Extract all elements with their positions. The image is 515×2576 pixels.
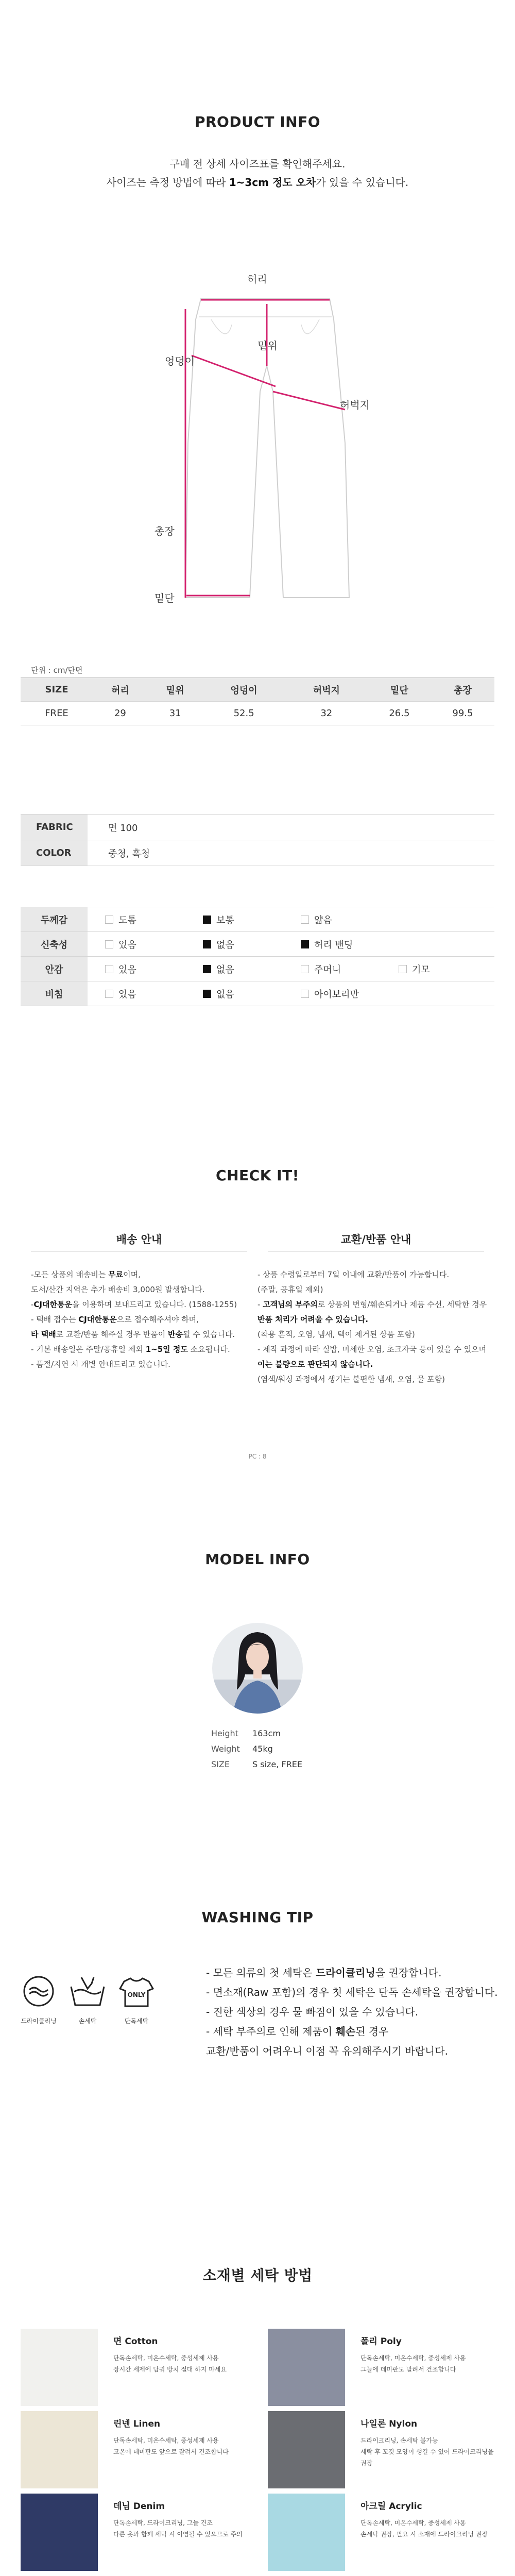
attribute-options [88,907,494,932]
size-cell: 29 [93,702,148,725]
attribute-option [185,938,283,951]
text-line: - 제작 과정에 따라 실밥, 미세한 오염, 초크자국 등이 있을 수 있으며 [258,1345,487,1354]
text-line: (염색/워싱 과정에서 생기는 불편한 냄새, 오염, 물 포함) [258,1375,445,1384]
size-unit: 단위 : cm/단면 [31,666,83,675]
attribute-option-label: 기모 [412,964,430,975]
attribute-option-label: 허리 밴딩 [314,939,353,951]
exchange-heading: 교환/반품 안내 [340,1233,411,1246]
text-line: - 기본 배송일은 주말/공휴일 제외 1~5일 정도 소요됩니다. [31,1345,230,1354]
product-info-title: PRODUCT INFO [194,113,321,130]
attribute-row [21,932,494,957]
size-cell: FREE [21,702,93,725]
fabric-swatch [21,2329,98,2406]
unchecked-box-icon [399,965,407,973]
attribute-option-label: 없음 [216,939,234,951]
attribute-option-label: 얇음 [314,914,332,926]
length-label: 총장 [154,525,175,537]
size-header: 허리 [93,678,148,702]
fabric-care-item [21,2411,247,2494]
attribute-option [88,987,185,1001]
fabric-name: 폴리 Poly [360,2336,402,2347]
model-avatar [212,1623,303,1714]
text-line: 도서/산간 지역은 추가 배송비 3,000원 발생합니다. [31,1285,205,1294]
hem-label: 밑단 [154,592,175,604]
separate-wash-icon: ONLY 단독세탁 [116,1973,157,2025]
fabric-care-item [268,2494,494,2576]
color-row [21,840,494,866]
fabric-name: 데님 Denim [113,2501,165,2512]
washing-tip-text [206,1963,497,2061]
check-it-title: CHECK IT! [216,1167,299,1184]
attribute-row [21,907,494,932]
model-size: SIZE S size, FREE [211,1759,302,1769]
size-table-header [21,678,494,702]
attribute-option [88,962,185,976]
unchecked-box-icon [301,916,309,924]
fabric-name: 린넨 Linen [113,2419,161,2429]
delivery-heading: 배송 안내 [116,1233,162,1246]
unchecked-box-icon [105,916,113,924]
model-info-title: MODEL INFO [205,1551,310,1568]
fabric-desc: 드라이크리닝, 손세탁 불가능 세탁 후 꼬깃 모양이 생길 수 있어 드라이크리닝을 권장 [360,2437,494,2467]
attribute-label: 안감 [21,957,88,981]
fabric-care-title: 소재별 세탁 방법 [202,2267,313,2284]
fabric-swatch [268,2411,345,2488]
fabric-swatch [268,2329,345,2406]
model-info-list [211,1726,302,1772]
text-line: -모든 상품의 배송비는 무료이며, [31,1270,141,1279]
text-line: - 고객님의 부주의로 상품의 변형/훼손되거나 제품 수선, 세탁한 경우 [258,1300,487,1309]
attribute-option-label: 있음 [118,939,136,951]
fabric-care-item [21,2329,247,2411]
size-cell: 26.5 [368,702,431,725]
text-line: - 택배 접수는 CJ대한통운으로 접수해주셔야 하며, [31,1315,199,1324]
fabric-name: 면 Cotton [113,2336,158,2347]
color-value: 중청, 흑청 [88,840,494,866]
attribute-option [88,913,185,926]
fabric-swatch [268,2494,345,2571]
fabric-value: 면 100 [88,815,494,840]
size-table [21,677,494,725]
attribute-option [381,962,479,976]
text-line: 이는 불량으로 판단되지 않습니다. [258,1360,373,1369]
color-label: COLOR [21,840,88,866]
size-cell: 31 [148,702,203,725]
pants-size-diagram [103,273,412,608]
attribute-options [88,981,494,1006]
hand-wash-icon: 손세탁 [67,1973,108,2025]
fabric-desc: 단독손세탁, 미온수세탁, 중성세제 사용 그늘에 데미판도 말려서 건조합니다 [360,2354,466,2373]
attribute-option-label: 주머니 [314,964,341,975]
size-header: SIZE [21,678,93,702]
attribute-option [185,913,283,926]
checked-box-icon [203,965,211,973]
attribute-option-label: 아이보리만 [314,989,359,1000]
delivery-text [31,1267,247,1372]
fabric-desc: 단독손세탁, 미온수세탁, 중성세제 사용 손세탁 권장, 필요 시 소재에 드라이크리닝 권장 [360,2519,488,2538]
text-line: 타 택배로 교환/반품 해주실 경우 반품이 반송될 수 있습니다. [31,1330,235,1339]
fabric-desc: 단독손세탁, 드라이크리닝, 그늘 건조 다른 옷과 함께 세탁 시 이염될 수 있으므로 주의 [113,2519,243,2538]
text-line: - 품절/지연 시 개별 안내드리고 있습니다. [31,1360,170,1369]
text-line: -CJ대한통운을 이용하며 보내드리고 있습니다. (1588-1255) [31,1300,237,1309]
attribute-option-label: 도톰 [118,914,136,926]
text-line: - 면소재(Raw 포함)의 경우 첫 세탁은 단독 손세탁을 권장합니다. [206,1986,498,1998]
text-line: 교환/반품이 어려우니 이점 꼭 유의해주시기 바랍니다. [206,2045,448,2057]
attribute-option [88,938,185,951]
intro-line-1: 구매 전 상세 사이즈표를 확인해주세요. [169,158,346,170]
size-header: 허벅지 [285,678,368,702]
fabric-table [21,814,494,866]
text-line: - 모든 의류의 첫 세탁은 드라이클리닝을 권장합니다. [206,1967,442,1979]
size-cell: 32 [285,702,368,725]
wash-icons [18,1973,157,2045]
model-height: Height 163cm [211,1728,281,1738]
size-cell: 52.5 [203,702,285,725]
size-header: 밑단 [368,678,431,702]
attribute-options [88,957,494,981]
model-weight: Weight 45kg [211,1744,273,1754]
checked-box-icon [301,940,309,948]
unchecked-box-icon [105,965,113,973]
hip-label: 엉덩이 [165,355,195,367]
checked-box-icon [203,990,211,998]
waist-label: 허리 [247,273,267,285]
attribute-label: 두께감 [21,907,88,932]
model-photo [212,1623,303,1714]
unchecked-box-icon [301,990,309,998]
attribute-option-label: 보통 [216,914,234,926]
attribute-option-label: 없음 [216,989,234,1000]
text-line: - 상품 수령일로부터 7일 이내에 교환/반품이 가능합니다. [258,1270,450,1279]
size-header: 밑위 [148,678,203,702]
size-cell: 99.5 [431,702,494,725]
attribute-option-label: 있음 [118,964,136,975]
attribute-option [283,987,381,1001]
dry-clean-icon: 드라이클리닝 [18,1973,59,2025]
attribute-label: 신축성 [21,932,88,957]
attribute-option-label: 있음 [118,989,136,1000]
attribute-label: 비침 [21,981,88,1006]
pants-illustration [103,289,412,608]
unchecked-box-icon [105,990,113,998]
fabric-row [21,815,494,840]
product-info-intro [0,155,515,192]
fabric-name: 나일론 Nylon [360,2419,418,2429]
text-line: (주말, 공휴일 제외) [258,1285,323,1294]
text-line: - 진한 색상의 경우 물 빠짐이 있을 수 있습니다. [206,2006,419,2018]
checked-box-icon [203,940,211,948]
unchecked-box-icon [105,940,113,948]
attribute-option-label: 없음 [216,964,234,975]
text-line: 반품 처리가 어려울 수 있습니다. [258,1315,368,1324]
text-line: - 세탁 부주의로 인해 제품이 훼손된 경우 [206,2025,389,2038]
attribute-row [21,981,494,1006]
intro-line-2: 사이즈는 측정 방법에 따라 1~3cm 정도 오차가 있을 수 있습니다. [106,176,409,189]
fabric-label: FABRIC [21,815,88,840]
attribute-option [185,987,283,1001]
text-line: (착용 흔적, 오염, 냄새, 택이 제거된 상품 포함) [258,1330,415,1339]
fabric-desc: 단독손세탁, 미온수세탁, 중성세제 사용 고온에 데미판도 앞으로 잘려서 건조합니다 [113,2437,229,2455]
attribute-option [283,913,381,926]
thigh-label: 허벅지 [340,399,370,411]
attribute-option [283,962,381,976]
svg-text:ONLY: ONLY [127,1991,146,1998]
fabric-desc: 단독손세탁, 미온수세탁, 중성세제 사용 장시간 세제에 담궈 방치 절대 하지 마세요 [113,2354,227,2373]
size-header: 엉덩이 [203,678,285,702]
attribute-options [88,932,494,957]
fabric-swatch [21,2494,98,2571]
fabric-care-item [268,2411,494,2494]
attribute-table [21,907,494,1006]
rise-label: 밑위 [258,340,278,352]
fabric-care-item [268,2329,494,2411]
check-it-note: PC : 8 [248,1453,267,1460]
fabric-care-item [21,2494,247,2576]
unchecked-box-icon [301,965,309,973]
fabric-swatch [21,2411,98,2488]
attribute-option [283,938,381,951]
exchange-text [258,1267,500,1387]
size-header: 총장 [431,678,494,702]
checked-box-icon [203,916,211,924]
fabric-name: 아크릴 Acrylic [360,2501,422,2512]
attribute-row [21,957,494,981]
attribute-option [185,962,283,976]
washing-tip-title: WASHING TIP [201,1909,314,1926]
table-row [21,702,494,725]
